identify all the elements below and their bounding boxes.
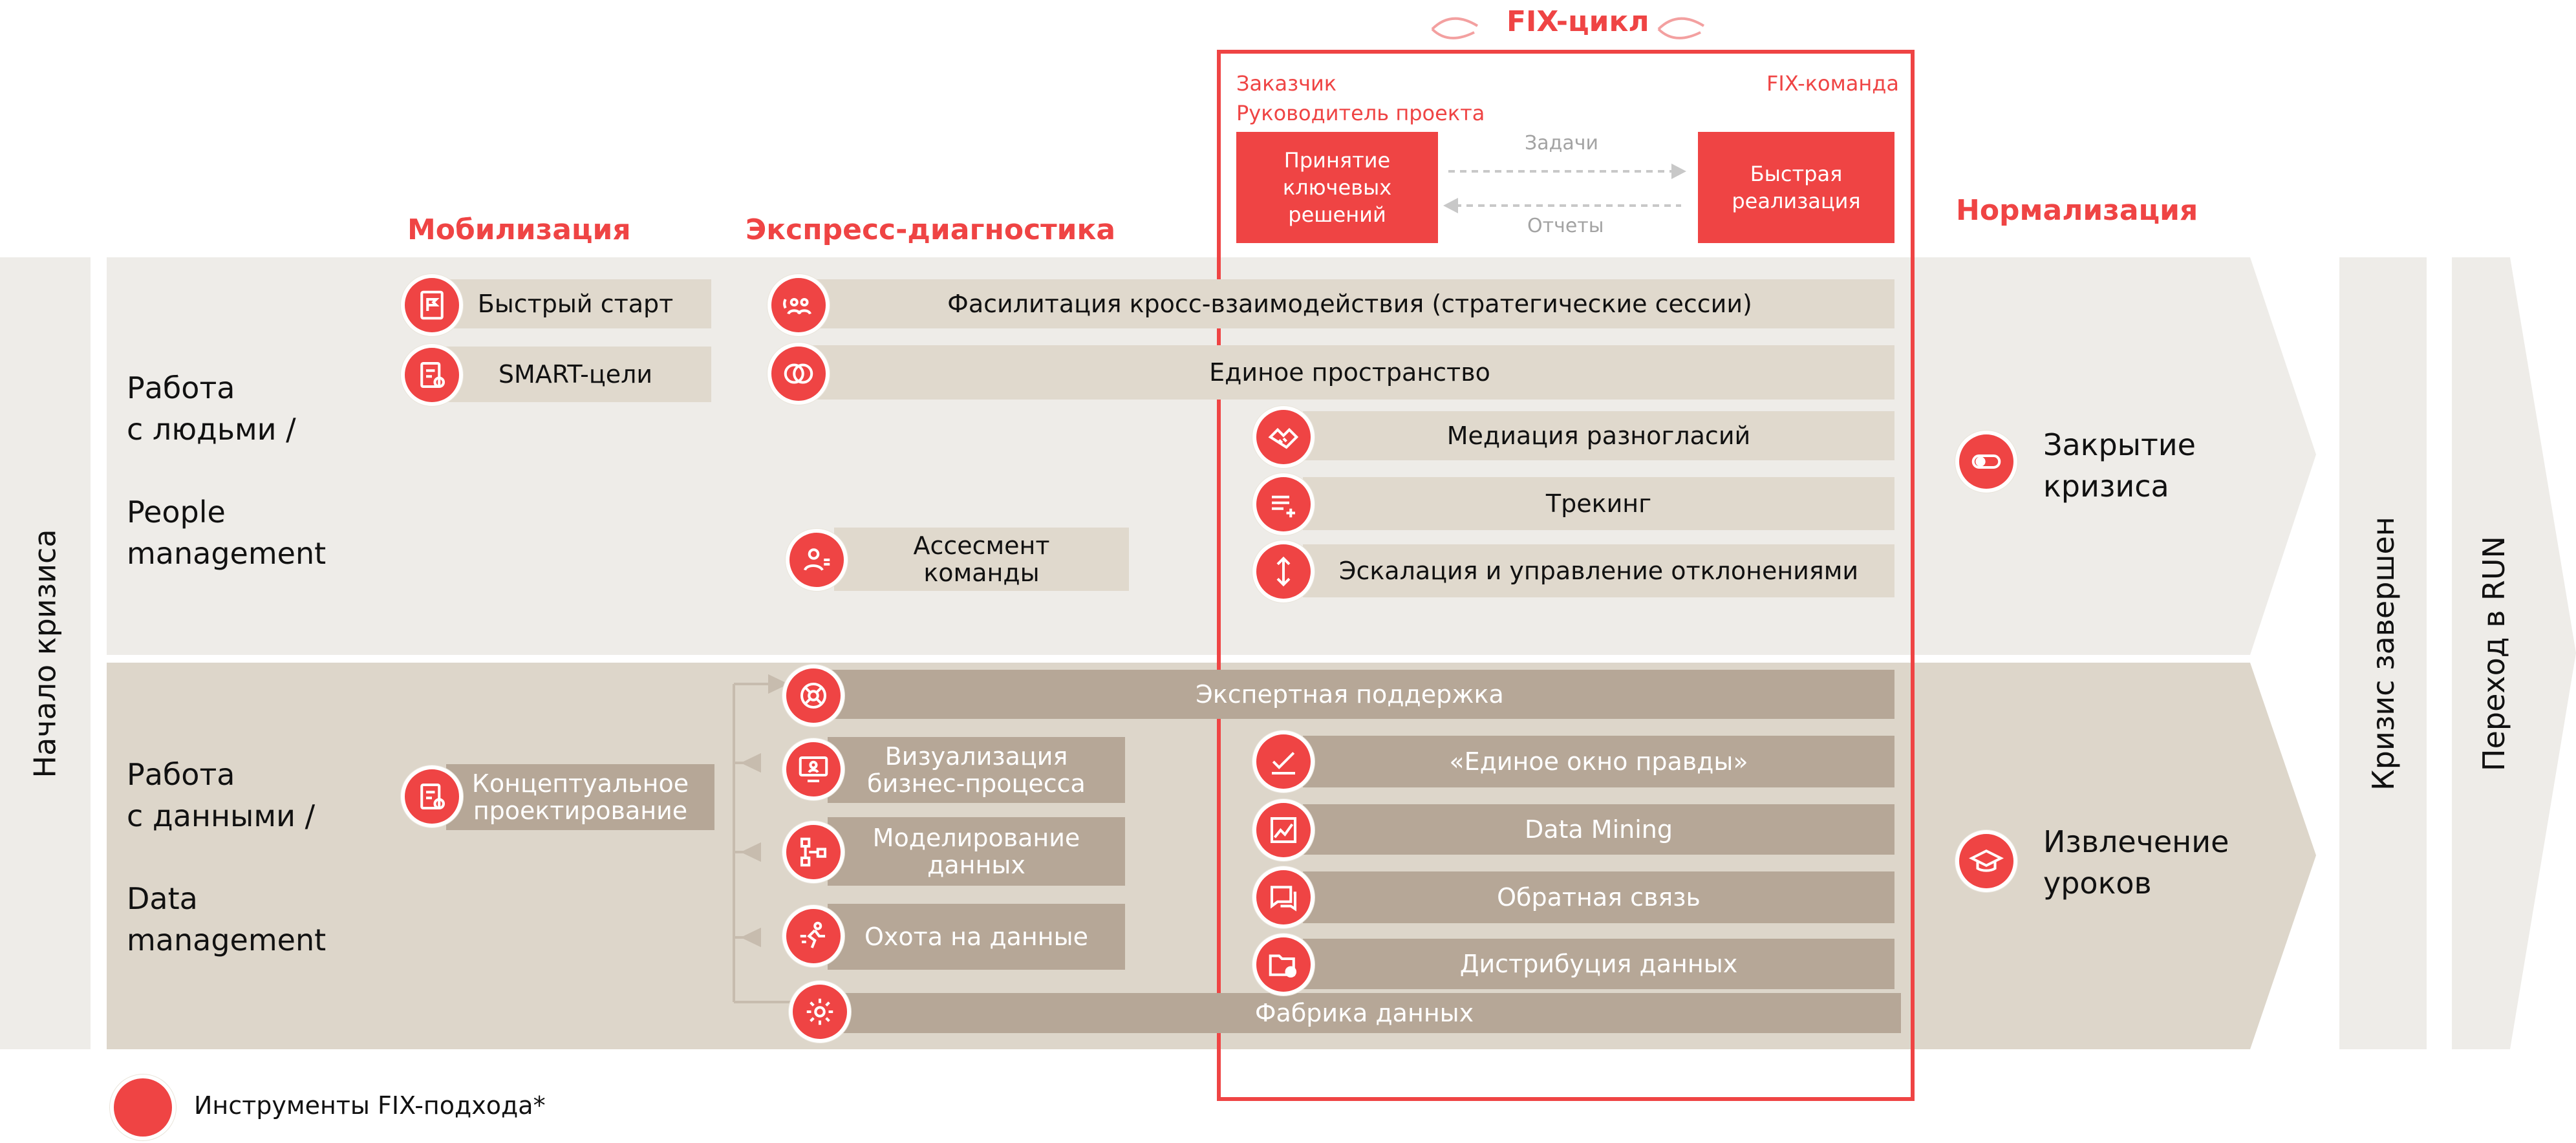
team-user-icon [786,529,848,591]
expert-support-bar: Экспертная поддержка [805,670,1894,719]
folder-info-icon [1252,934,1315,996]
fix-team-label: FIX-команда [1766,71,1900,96]
flowchart-icon [782,821,844,883]
single-space-bar: Единое пространство [805,345,1894,400]
quick-start-bar: Быстрый старт [440,279,711,328]
chat-icon [1252,866,1315,928]
handshake-icon [1252,406,1315,468]
visualization-bar: Визуализация бизнес-процесса [828,737,1125,803]
key-decisions-box: Принятие ключевых решений [1236,132,1438,243]
tasks-arrow-label: Задачи [1525,132,1598,155]
legend-text: Инструменты FIX-подхода* [194,1091,546,1120]
data-modeling-bar: Моделирование данных [828,817,1125,886]
assessment-bar: Ассесмент команды [834,528,1129,591]
smart-goals-bar: SMART-цели [440,347,711,402]
data-hunting-bar: Охота на данные [828,904,1125,970]
data-row-label: Работа с данными / Data management [127,757,327,957]
fix-cycle-title: FIX-цикл [1507,5,1649,38]
conceptual-design-bar: Концептуальное проектирование [446,764,714,830]
checklist-icon [401,344,463,406]
data-outcome: Извлечение уроков [2043,824,2229,901]
flag-icon [401,274,463,336]
phase-normalization: Нормализация [1956,194,2198,227]
data-factory-bar: Фабрика данных [828,993,1901,1033]
tracking-bar: Трекинг [1303,477,1894,530]
overlapping-circles-icon [767,343,830,405]
data-mining-bar: Data Mining [1303,804,1894,855]
checkmark-icon [1252,731,1315,793]
run-column-label: Переход в RUN [2476,535,2511,771]
audience-icon [767,274,830,336]
finished-column-label: Кризис завершен [2365,516,2401,791]
graduation-cap-icon [1955,830,2017,892]
phase-express-diagnostics: Экспресс-диагностика [746,213,1116,246]
reports-arrow-label: Отчеты [1527,215,1604,237]
lifebuoy-icon [782,665,844,727]
clipboard-icon [401,765,463,828]
phase-mobilization: Мобилизация [407,213,631,246]
list-add-icon [1252,473,1315,535]
mediation-bar: Медиация разногласий [1303,411,1894,460]
toggle-icon [1955,431,2017,493]
data-distribution-bar: Дистрибуция данных [1303,939,1894,989]
customer-label: Заказчик [1236,71,1337,96]
monitor-person-icon [782,738,844,800]
single-window-bar: «Единое окно правды» [1303,736,1894,787]
project-lead-label: Руководитель проекта [1236,101,1485,125]
fast-implementation-box: Быстрая реализация [1698,132,1894,243]
escalation-bar: Эскалация и управление отклонениями [1303,544,1894,597]
people-row-label: Работа с людьми / People management [127,370,327,571]
facilitation-bar: Фасилитация кросс-взаимодействия (стратегические сессии) [805,279,1894,328]
legend-marker [110,1074,176,1140]
escalation-arrows-icon [1252,540,1315,603]
runner-icon [782,905,844,967]
gear-icon [789,981,851,1043]
feedback-bar: Обратная связь [1303,871,1894,923]
people-outcome: Закрытие кризиса [2043,427,2196,504]
start-column-label: Начало кризиса [28,528,63,778]
chart-icon [1252,799,1315,861]
